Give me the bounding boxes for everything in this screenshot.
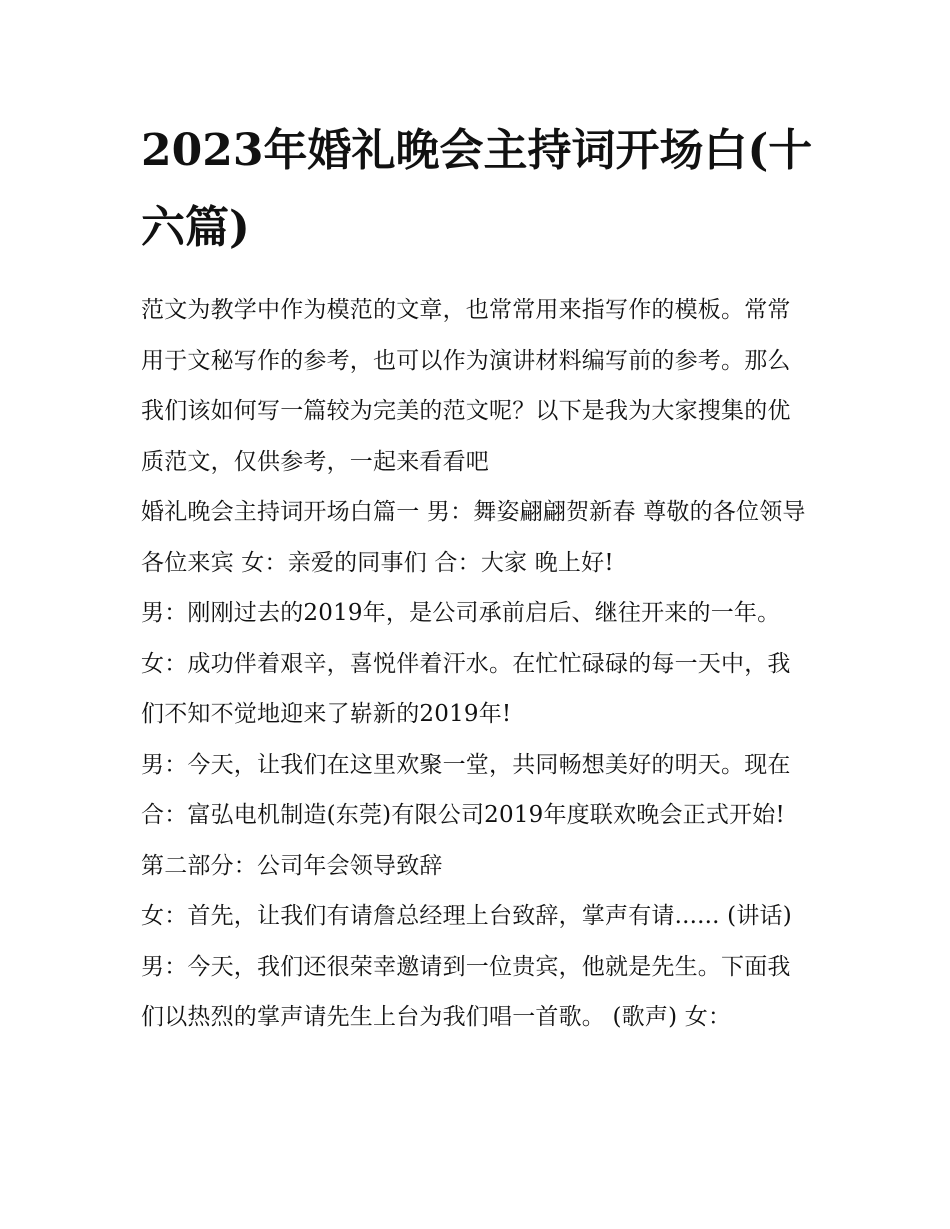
paragraph-past-year: 男：刚刚过去的2019年，是公司承前启后、继往开来的一年。 女：成功伴着艰辛，喜悦伴着汗水。在忙忙碌碌的每一天中，我们不知不觉地迎来了崭新的2019年! (141, 600, 791, 727)
paragraph-intro: 范文为教学中作为模范的文章，也常常用来指写作的模板。常常用于文秘写作的参考，也可以作为演讲材料编写前的参考。那么我们该如何写一篇较为完美的范文呢？以下是我为大家搜集的优质范文，仅供参考，一起来看看吧 (141, 297, 791, 475)
paragraph-guest-song: 男：今天，我们还很荣幸邀请到一位贵宾，他就是先生。下面我们以热烈的掌声请先生上台为我们唱一首歌。 (歌声) 女： (141, 953, 791, 1030)
paragraph-leader-speech: 女：首先，让我们有请詹总经理上台致辞，掌声有请...... (讲话) (141, 903, 792, 929)
document-body (141, 285, 813, 1043)
document-page (141, 112, 813, 1043)
document-title: 2023年婚礼晚会主持词开场白(十六篇) (141, 125, 813, 253)
paragraph-gathering: 男：今天，让我们在这里欢聚一堂，共同畅想美好的明天。现在 合：富弘电机制造(东莞)有限公司2019年度联欢晚会正式开始! 第二部分：公司年会领导致辞 (141, 751, 791, 879)
paragraph-opening: 婚礼晚会主持词开场白篇一 男：舞姿翩翩贺新春 尊敬的各位领导各位来宾 女：亲爱的同事们 合：大家 晚上好! (141, 499, 806, 576)
